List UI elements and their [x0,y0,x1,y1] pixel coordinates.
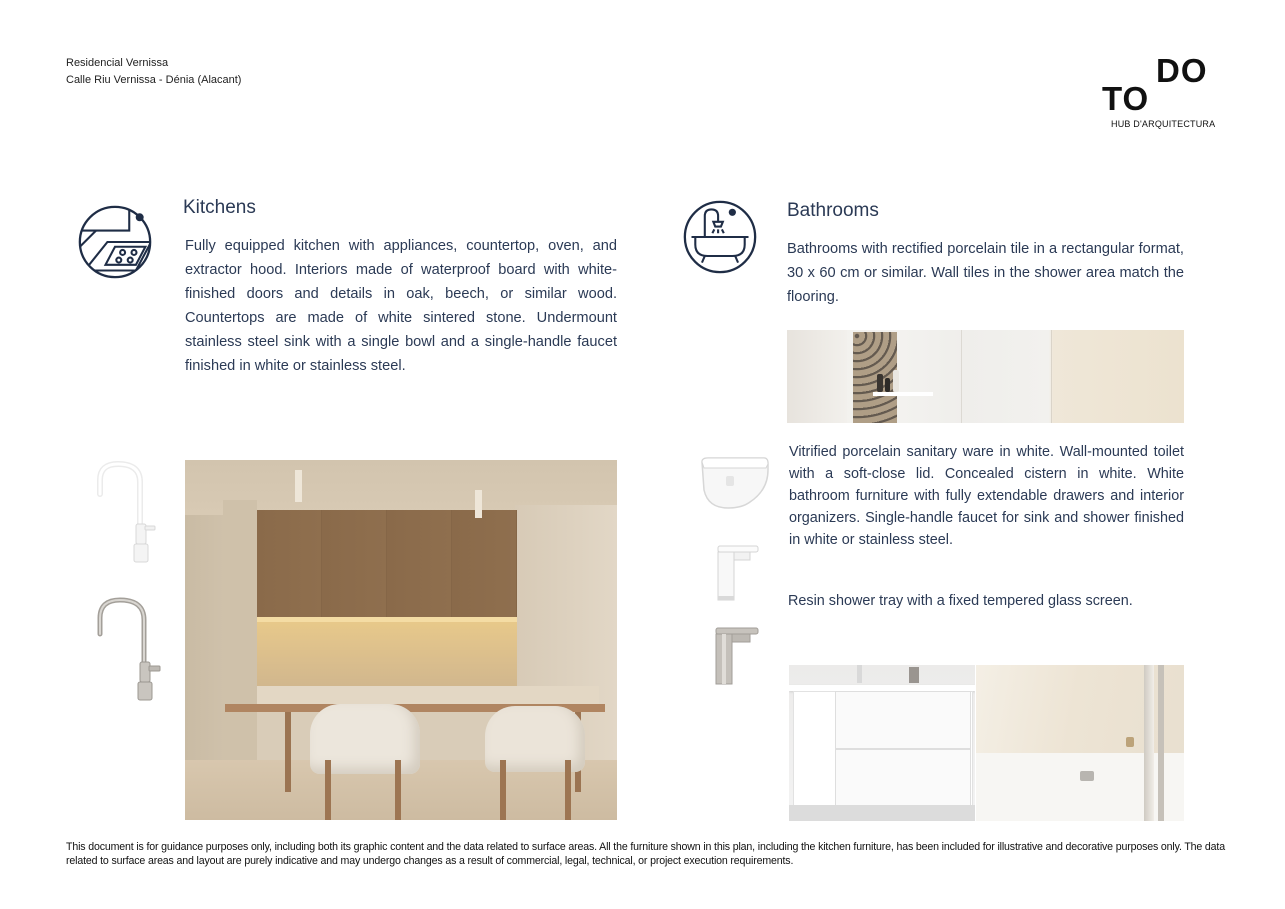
kitchens-title: Kitchens [183,197,256,218]
logo-tagline: HUB D'ARQUITECTURA [1111,119,1216,129]
kitchen-render-photo [185,460,617,820]
bathrooms-title: Bathrooms [787,200,879,221]
steel-kitchen-faucet-icon [88,594,162,709]
kitchen-icon [77,204,153,285]
white-kitchen-faucet-icon [88,458,158,571]
bathroom-tiles-photo [787,330,1184,423]
bathroom-furniture-photo [789,665,975,821]
sanitary-description: Vitrified porcelain sanitary ware in white. Wall-mounted toilet with a soft-close lid. Concealed cistern in white. White bathroom furniture with fully extendable drawers and interior organizers. Single-handle faucet for sink and shower finished in white or stainless steel. [789,444,1184,548]
project-name: Residencial Vernissa [66,57,169,69]
wall-toilet-icon [698,456,770,517]
kitchens-description: Fully equipped kitchen with appliances, countertop, oven, and extractor hood. Interiors made of waterproof board with white-finished doors and details in oak, beech, or similar wood. Countertops are made of white sintered stone. Undermount stainless steel sink with a single bowl and a single-handle faucet finished in white or stainless steel. [185,238,617,375]
bathtub-icon [682,199,758,280]
logo-to: TO [1102,80,1150,117]
project-address-block [66,55,241,89]
legal-disclaimer: This document is for guidance purposes only, including both its graphic content and the data related to surface areas. All the furniture shown in this plan, including the kitchen furniture, has been included for illustrative and decorative purposes only. The data related to surface areas and layout are purely indicative and may undergo changes as a result of commercial, legal, technical, or project execution requirements. [66,841,1225,867]
white-basin-faucet-icon [714,540,762,607]
shower-tray-photo [976,665,1184,821]
bathrooms-description: Bathrooms with rectified porcelain tile in a rectangular format, 30 x 60 cm or similar. Wall tiles in the shower area match the flooring. [787,241,1184,306]
shower-description: Resin shower tray with a fixed tempered glass screen. [788,593,1133,609]
logo-do: DO [1156,52,1208,89]
project-address: Calle Riu Vernissa - Dénia (Alacant) [66,74,242,86]
todo-logo [1100,52,1230,132]
steel-basin-faucet-icon [712,624,762,691]
